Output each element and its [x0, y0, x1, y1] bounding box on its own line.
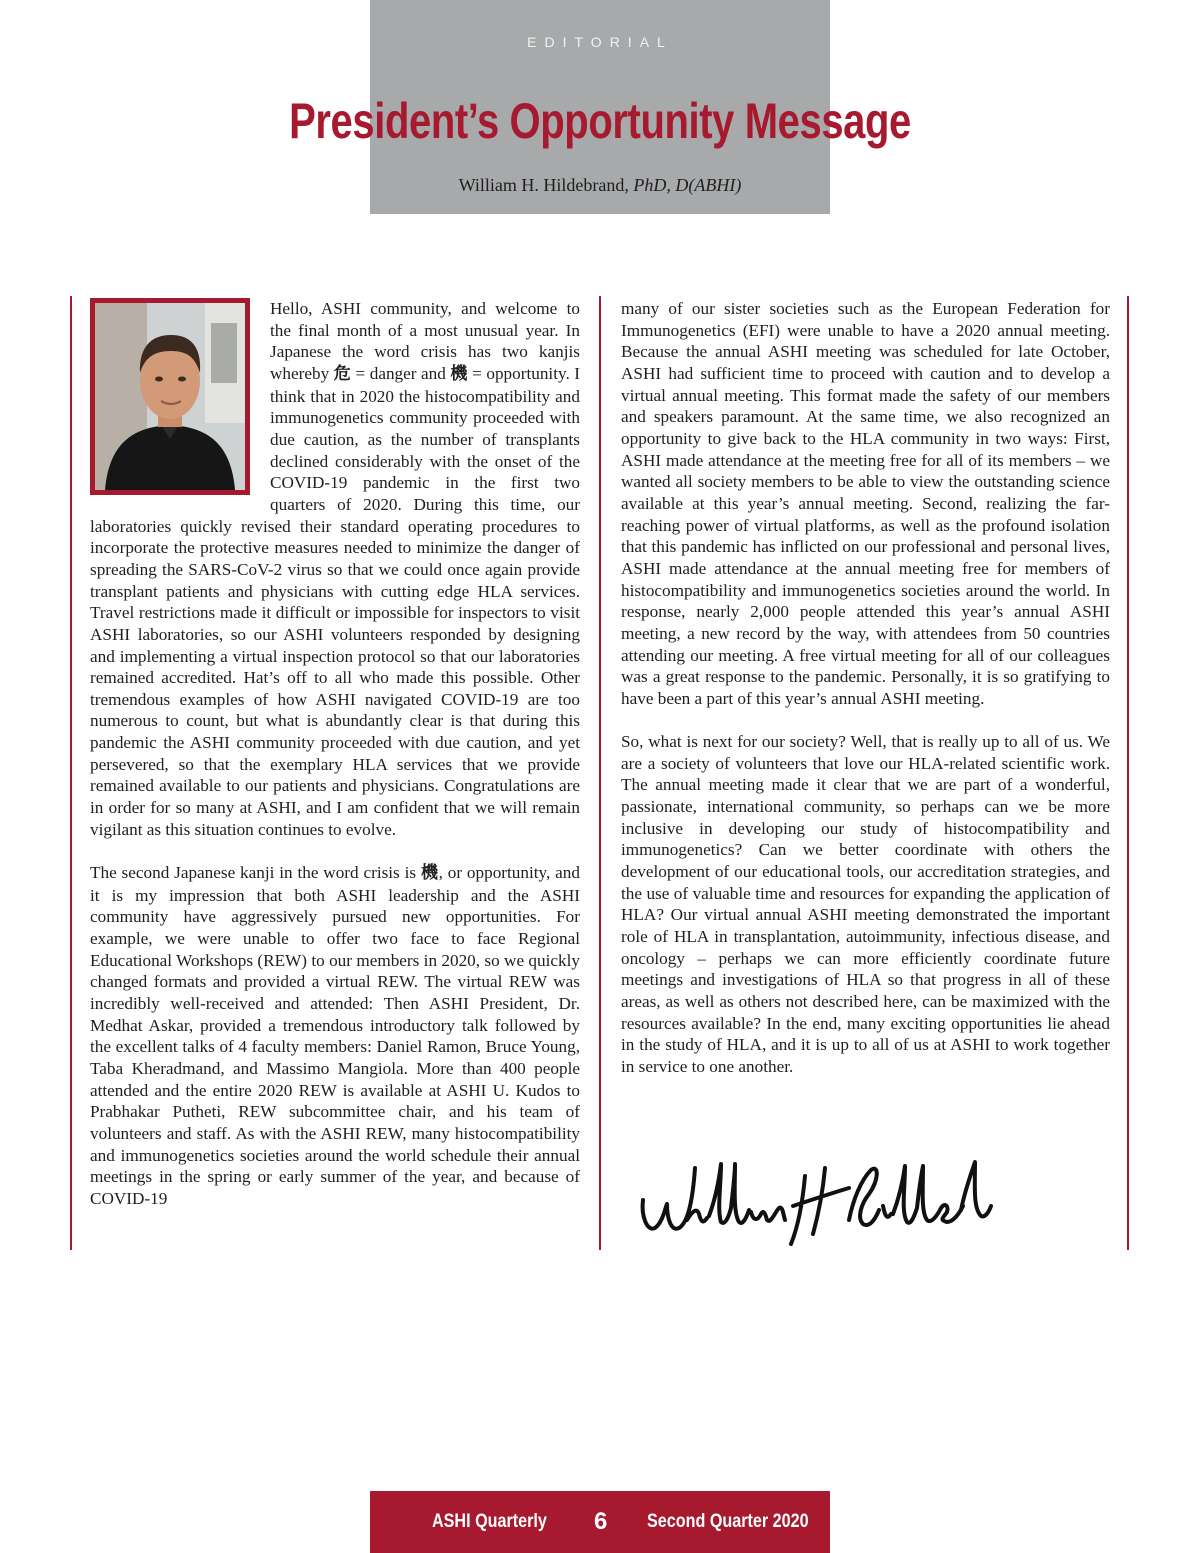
- paragraph-3: many of our sister societies such as the European Federation for Immunogenetics (EFI) were unable to have a 2020 annual meeting. Because the annual ASHI meeting was scheduled for late October, ASHI had sufficient time to proceed with caution and to develop a virtual annual meeting. This format made the safety of our members and speakers paramount. At the same time, we also recognized an opportunity to give back to the HLA community in two ways: First, ASHI made attendance at the meeting free for all of its members – we wanted all society members to be able to view the outstanding science available at this year’s annual meeting. Second, realizing the far-reaching power of virtual platforms, as well as the profound isolation that this pandemic has inflicted on our professional and personal lives, ASHI made attendance at the annual meeting free for members of histocompatibility and immunogenetics societies around the world. In response, nearly 2,000 people attended this year’s annual ASHI meeting, a new record by the way, with attendees from 50 countries attending our meeting. A free virtual meeting for all of our colleagues was a great response to the pandemic. Personally, it is so gratifying to have been a part of this year’s annual ASHI meeting.: [621, 299, 1110, 708]
- author-credentials: PhD, D(ABHI): [633, 175, 742, 195]
- byline: [370, 175, 830, 196]
- footer-publication: ASHI Quarterly: [432, 1511, 547, 1532]
- page-title: President’s Opportunity Message: [289, 93, 911, 149]
- section-label: EDITORIAL: [527, 34, 673, 50]
- paragraph-2: The second Japanese kanji in the word crisis is 機, or opportunity, and it is my impression that both ASHI leadership and the ASHI community have aggressively pursued new opportunities. For example, we were unable to offer two face to face Regional Educational Workshops (REW) to our members in 2020, so we quickly changed formats and provided a virtual REW. The virtual REW was incredibly well-received and attended: Then ASHI President, Dr. Medhat Askar, provided a tremendous introductory talk followed by the excellent talks of 4 faculty members: Daniel Ramon, Bruce Young, Taba Kheradmand, and Massimo Mangiola. More than 400 people attended and the entire 2020 REW is available at ASHI U. Kudos to Prabhakar Putheti, REW subcommittee chair, and his team of volunteers and staff. As with the ASHI REW, many histocompatibility and immunogenetics societies around the world schedule their annual meetings in the spring or early summer of the year, and because of COVID-19: [90, 863, 580, 1208]
- kanji-opportunity-2: 機: [420, 863, 439, 884]
- column-rule-right: [1127, 296, 1129, 1250]
- kanji-opportunity: 機: [450, 363, 468, 384]
- article-column-left: [90, 298, 580, 1210]
- author-name: William H. Hildebrand,: [458, 175, 629, 195]
- handwritten-signature-icon: [635, 1150, 995, 1250]
- article-column-right: [621, 298, 1110, 1078]
- kanji-danger: 危: [333, 363, 352, 384]
- page-number: 6: [594, 1508, 608, 1535]
- column-rule-left: [70, 296, 72, 1250]
- footer-issue: Second Quarter 2020: [647, 1511, 809, 1532]
- paragraph-1: Hello, ASHI community, and welcome to the final month of a most unusual year. In Japanese the word crisis has two kanjis whereby 危 = danger and 機 = opportunity. I think that in 2020 the histocompatibility and immunogenetics community proceeded with due caution, as the number of transplants declined considerably with the onset of the COVID-19 pandemic in the first two quarters of 2020. During this time, our laboratories quickly revised their standard operating procedures to incorporate the protective measures needed to minimize the danger of spreading the SARS-CoV-2 virus so that we could once again provide transplant patients and physicians with cutting edge HLA services. Travel restrictions made it difficult or impossible for inspectors to visit ASHI laboratories, so our ASHI volunteers responded by designing and implementing a virtual inspection protocol so that our laboratories remained accredited. Hat’s off to all who made this possible. Other tremendous examples of how ASHI navigated COVID-19 are too numerous to count, but what is abundantly clear is that during this pandemic the ASHI community proceeded with due caution, and yet persevered, so that the exemplary HLA services that we provide remained available to our patients and physicians. Congratulations are in order for so many at ASHI, and I am confident that we will remain vigilant as this situation continues to evolve.: [90, 299, 580, 839]
- paragraph-4: So, what is next for our society? Well, that is really up to all of us. We are a society of volunteers that love our HLA-related scientific work. The annual meeting made it clear that we are part of a wonderful, passionate, international community, so perhaps can we be more inclusive in developing our study of histocompatibility and immunogenetics? Can we better coordinate with others the development of our educational tools, our accreditation strategies, and the use of valuable time and resources for expanding the application of HLA? Our virtual annual ASHI meeting demonstrated the important role of HLA in transplantation, autoimmunity, infectious disease, and oncology – perhaps we can more efficiently coordinate future meetings and investigations of HLA so that progress in all of these areas, as well as others not described here, can be maximized with the resources available? In the end, many exciting opportunities lie ahead in the study of HLA, and it is up to all of us at ASHI to work together in service to one another.: [621, 732, 1110, 1076]
- column-rule-middle: [599, 296, 601, 1250]
- footer-bar: [370, 1491, 830, 1553]
- portrait-photo-icon: [95, 303, 245, 490]
- author-photo: [90, 298, 250, 495]
